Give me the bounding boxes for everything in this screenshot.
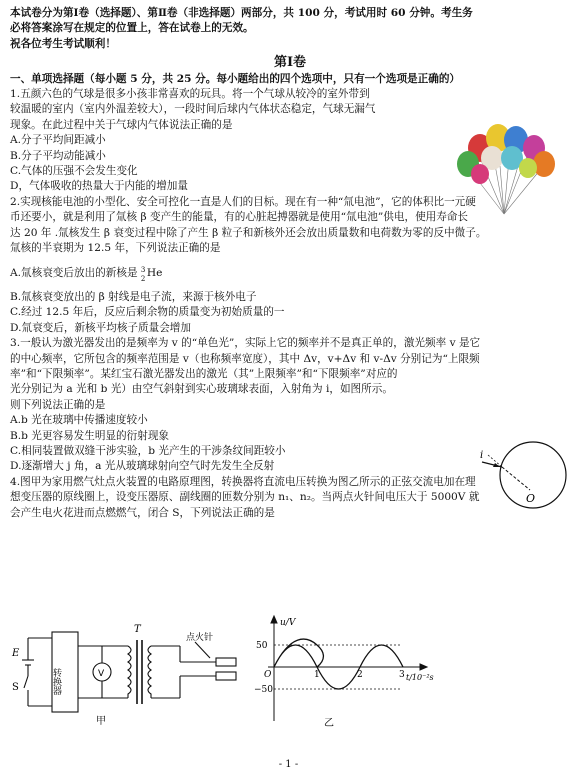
q2-option-a: [10, 266, 570, 281]
caption-yi: 乙: [324, 718, 334, 728]
x-tick-1: 1: [314, 670, 320, 680]
q1-line: 较温暖的室内（室内外温差较大），一段时间后球内气体状态稳定，气球无漏气: [10, 103, 376, 116]
y-tick-neg50: −50: [254, 685, 273, 695]
q4-line: 会产生电火花进而点燃燃气，闭合 S，下列说法正确的是: [10, 506, 275, 519]
q2-line: 币还要小，就是利用了氚核 β 变产生的能量，有的心脏起搏器就是使用“氚电池”供电，使用寿命长: [10, 211, 469, 224]
label-t: T: [134, 624, 141, 635]
waveform-figure-yi: [254, 613, 444, 728]
voltmeter-label: V: [98, 669, 105, 679]
charge-number: 2: [140, 274, 146, 283]
q2-option-c: C.经过 12.5 年后，反应后剩余物的质量变为初始质量的一: [10, 306, 285, 319]
q2-option-a-text: A.氚核衰变后放出的新核是: [10, 266, 141, 279]
origin-label: O: [264, 670, 272, 680]
part-title: 一、单项选择题（每小题 5 分，共 25 分。每小题给出的四个选项中，只有一个选项是正确的）: [10, 72, 461, 85]
q3-line: 光分别记为 a 光和 b 光）由空气斜射到实心玻璃球表面，入射角为 i，如图所示。: [10, 383, 393, 396]
q2-option-d: D.氚衰变后，新核平均核子质量会增加: [10, 321, 191, 334]
glass-sphere-figure: [478, 440, 568, 510]
q3-line: 的中心频率，它所包含的频率范围是 v（也称频率宽度），其中 Δv，v+Δv 和 v-Δv 分别记为“上限频: [10, 352, 480, 365]
y-label: u/V: [280, 618, 296, 628]
angle-label-i: i: [480, 450, 484, 461]
question-2: [10, 195, 570, 336]
q3-line: 则下列说法正确的是: [10, 398, 106, 411]
section-title: 第Ⅰ卷: [273, 55, 307, 71]
center-label-o: O: [526, 492, 536, 505]
q3-option-c: C.相同装置做双缝干涉实验，b 光产生的干涉条纹间距较小: [10, 444, 286, 457]
igniter-label: 点火针: [186, 633, 214, 643]
helium-symbol: He: [146, 266, 163, 279]
x-tick-2: 2: [357, 670, 363, 680]
balloons-image: [440, 118, 568, 216]
x-tick-3: 3: [399, 670, 405, 680]
q3-option-a: A.b 光在玻璃中传播速度较小: [10, 414, 148, 427]
q4-line: 4.图甲为家用燃气灶点火装置的电路原理图，转换器将直流电压转换为图乙所示的正弦交流电加在理: [10, 475, 476, 488]
mass-number: 3: [140, 265, 146, 274]
q3-line: 率”和“下限频率”。某红宝石激光器发出的激光（其”上限频率”和“下限频率”对应的: [10, 367, 398, 380]
q3-option-b: B.b 光更容易发生明显的衍射现象: [10, 429, 170, 442]
q1-line: 现象。在此过程中关于气球内气体说法正确的是: [10, 118, 233, 131]
ray-arrow: [493, 463, 500, 467]
label-e: E: [12, 648, 20, 659]
q2-line: 2.实现核能电池的小型化、安全可控化一直是人们的目标。现在有一种“氚电池”，它的体积比一元硬: [10, 195, 476, 208]
header-line-2: 必将答案涂写在规定的位置上，答在试卷上的无效。: [10, 22, 254, 35]
q3-option-d: D.逐渐增大 j 角，a 光从玻璃球射向空气时先发生全反射: [10, 460, 275, 473]
q2-line: 达 20 年 .氚核发生 β 衰变过程中除了产生 β 粒子和新核外还会放出质量数和电荷数为零的反中微子。: [10, 226, 487, 239]
sine-wave: [274, 639, 403, 689]
header-line-3: 祝各位考生考试顺利！: [10, 37, 116, 50]
page-number: - 1 -: [278, 759, 299, 770]
q3-line: 3.一般认为激光器发出的是频率为 v 的“单色光”，实际上它的频率并不是真正单的，激光频率 v 是它: [10, 337, 481, 350]
q2-line: 氚核的半衰期为 12.5 年，下列说法正确的是: [10, 242, 221, 255]
normal-line: [502, 467, 530, 490]
caption-jia: 甲: [96, 716, 106, 727]
y-tick-50: 50: [256, 641, 268, 651]
q1-option-c: C.气体的压强不会发生变化: [10, 165, 138, 178]
q1-line: 1.五颜六色的气球是很多小孩非常喜欢的玩具。将一个气球从较冷的室外带到: [10, 88, 370, 101]
q1-option-a: A.分子平均间距减小: [10, 134, 106, 147]
header-line-1: 本试卷分为第Ⅰ卷（选择题）、第Ⅱ卷（非选择题）两部分，共 100 分，考试用时 60 分钟。考生务: [10, 7, 473, 19]
q1-option-b: B.分子平均动能减小: [10, 149, 106, 162]
circuit-figure-jia: [10, 618, 240, 728]
label-s: S: [12, 682, 19, 693]
converter-label: 转换器: [51, 668, 61, 695]
q4-line: 想变压器的原线圈上，设变压器原、副线圈的匝数分别为 n₁、n₂。当两点火针间电压大于 5000V 就: [10, 491, 480, 504]
x-label: t/10⁻²s: [406, 673, 434, 682]
q2-option-b: B.氚核衰变放出的 β 射线是电子流，来源于核外电子: [10, 290, 257, 303]
q1-option-d: D，气体吸收的热量大于内能的增加量: [10, 180, 188, 193]
